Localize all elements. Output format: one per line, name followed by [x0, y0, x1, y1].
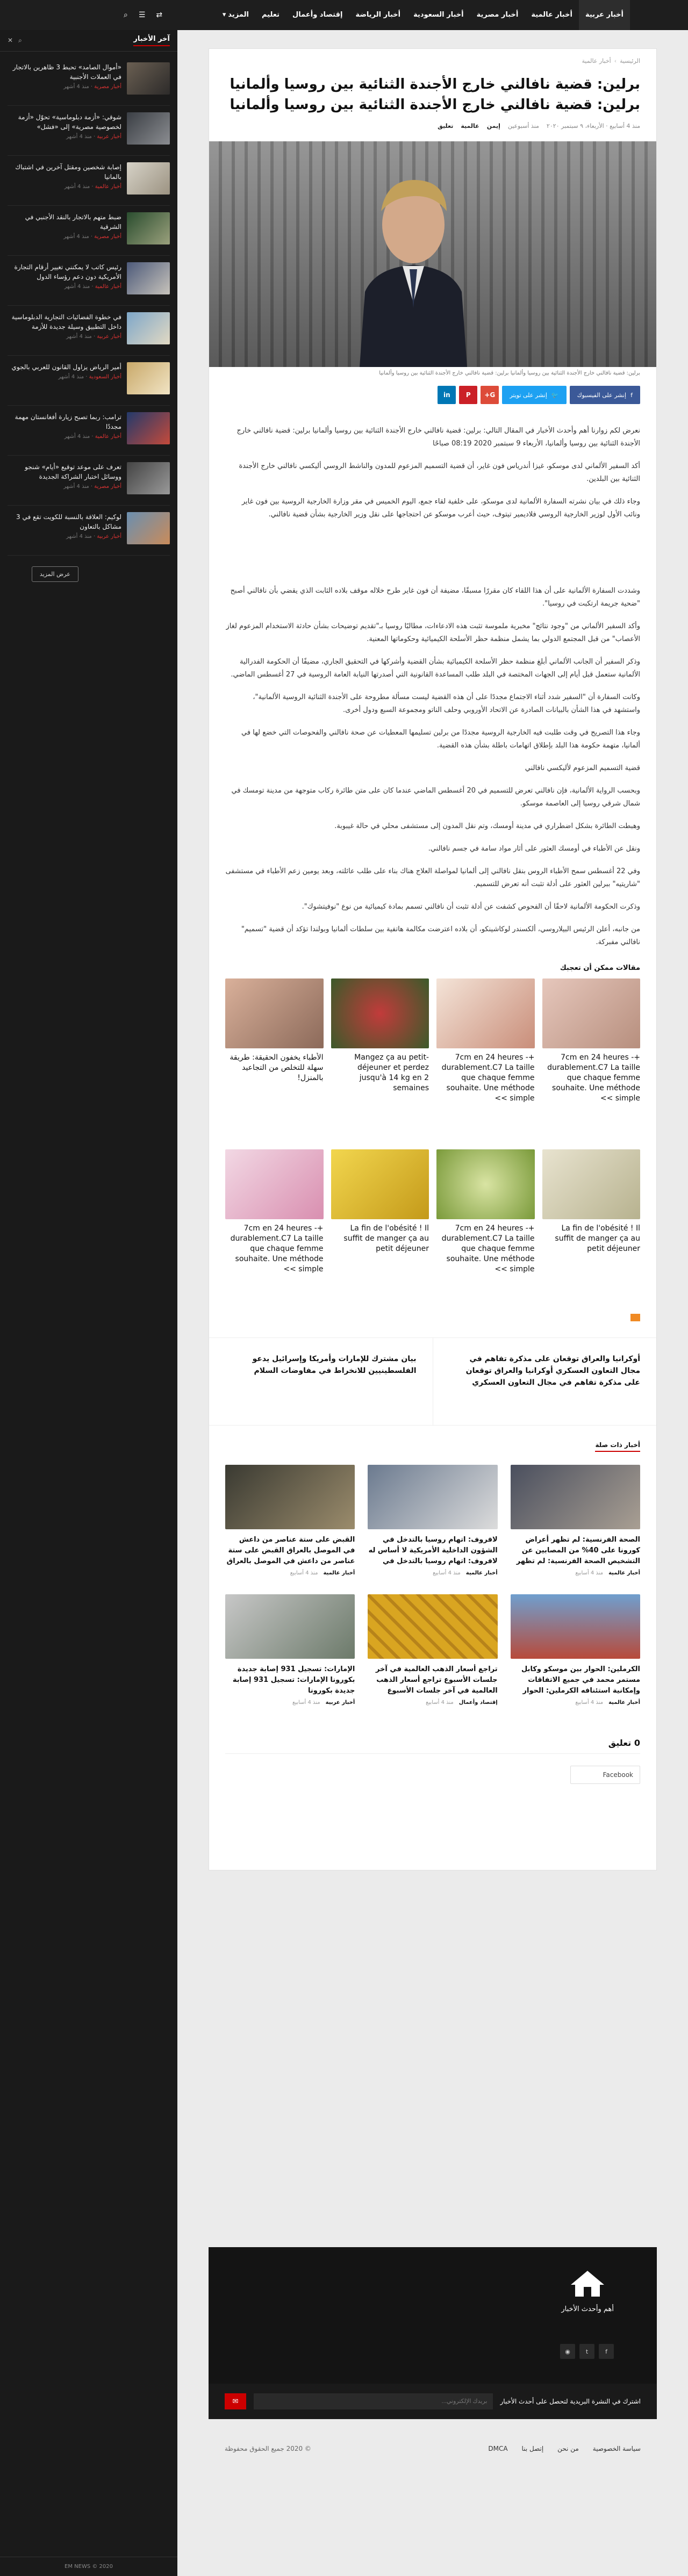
sidebar-copyright: EM NEWS © 2020: [0, 2557, 177, 2570]
list-item[interactable]: [8, 206, 170, 256]
recommendation-image: [542, 978, 641, 1048]
previous-article-link[interactable]: [433, 1338, 657, 1425]
recommendation-title[interactable]: La fin de l'obésité ! Il suffit de manger ça au petit déjeuner: [343, 1224, 429, 1253]
recommendation-title[interactable]: La fin de l'obésité ! Il suffit de manger ça au petit déjeuner: [555, 1224, 640, 1253]
recommendation-image: [331, 1149, 429, 1219]
related-date: منذ 4 أسابيع: [575, 1700, 604, 1706]
list-item-date: منذ 4 أشهر: [66, 334, 92, 340]
hero-image: [209, 141, 656, 367]
list-item-category[interactable]: أخبار عالمية: [95, 284, 121, 290]
related-title[interactable]: الصحة الفرنسية: لم تظهر أعراض كورونا على 40% من المصابين عن التشخيص الصحة الفرنسية: لم تظهر: [516, 1536, 640, 1565]
ad-provider-logo[interactable]: [225, 1314, 640, 1321]
paragraph: وشددت السفارة الألمانية على أن هذا اللقاء كان مقررًا مسبقًا، مضيفة أن فون غاير طرح خلاله موقف بلاده الثابت الذي يقضي بأن نافالني أصبح "ضحية جريمة ارتكبت في روسيا".: [230, 587, 640, 608]
list-item-text: [8, 362, 121, 399]
sidebar-list: [0, 52, 177, 586]
related-image[interactable]: [511, 1594, 640, 1659]
list-item-meta: أخبار السعودية · منذ 4 أشهر: [58, 374, 121, 380]
related-title[interactable]: الكرملين: الحوار بين موسكو وكابل مستمر محمد في جميع الاتفاقات وإمكانية استئنافه الكرملين: الحوار: [521, 1665, 640, 1695]
list-item-category[interactable]: أخبار عربية: [97, 534, 121, 539]
list-item-category[interactable]: أخبار عالمية: [95, 434, 121, 440]
divider: [225, 1753, 640, 1754]
footer-link-dmca[interactable]: DMCA: [488, 2445, 508, 2452]
nav-more-menu[interactable]: [216, 0, 255, 30]
list-item-text: [8, 412, 121, 449]
menu-icon[interactable]: ☰: [138, 11, 146, 19]
recommendation-card[interactable]: [436, 1149, 535, 1311]
share-bar: [209, 376, 656, 404]
recommendations-grid: [209, 972, 656, 1311]
related-card[interactable]: [225, 1465, 355, 1576]
share-pinterest-button[interactable]: P: [459, 386, 477, 404]
related-image[interactable]: [225, 1594, 355, 1659]
list-item-date: منذ 4 أشهر: [63, 484, 89, 490]
list-item[interactable]: [8, 156, 170, 206]
recommendation-image: [436, 978, 535, 1048]
list-item[interactable]: [8, 106, 170, 156]
list-item-meta: أخبار عالمية · منذ 4 أشهر: [64, 184, 121, 190]
comment-provider-select[interactable]: Facebook: [570, 1766, 640, 1784]
related-card[interactable]: [368, 1594, 497, 1706]
list-item-meta: أخبار عربية · منذ 4 أشهر: [66, 534, 121, 539]
top-navigation: [0, 0, 688, 30]
paragraph: وجاء ذلك في بيان نشرته السفارة الألمانية لدى موسكو، على خلفية لقاء جمع، اليوم الخميس في مقر وزارة الخارجية الروسية بين فون غاير ونائب الأول لوزير الخارجية الروسي فلاديمير تيتوف، حيث أعرب موسكو عن احتجاجها على نقل وزير الخارجية بشأن قضية نافالني.: [241, 498, 640, 519]
list-item-text: [8, 112, 121, 149]
list-item-meta: أخبار عالمية · منذ 4 أشهر: [64, 284, 121, 290]
previous-article-title[interactable]: أوكرانيا والعراق توقعان على مذكرة تفاهم في مجال التعاون العسكري أوكرانيا والعراق توقعان على مذكرة تفاهم في مجال التعاون العسكري: [465, 1355, 640, 1387]
recommendation-image: [436, 1149, 535, 1219]
related-category[interactable]: أخبار عالمية: [323, 1570, 355, 1576]
list-item-title[interactable]: رئيس كاتب لا يمكنني تغيير أرقام التجارة الأمريكية دون دعم رؤساء الدول: [14, 263, 121, 280]
post-navigation: [209, 1337, 656, 1426]
list-item-title[interactable]: إصابة شخصين ومقتل آخرين في اشتباك بالمانيا: [15, 163, 121, 181]
related-title[interactable]: لافروف: اتهام روسيا بالتدخل في الشؤون الداخلية الأمريكية لا أساس له لافروف: اتهام روسيا بالتدخل في: [368, 1536, 498, 1565]
newsletter-label: اشترك في النشرة البريدية لتحصل على أحدث الأخبار: [500, 2398, 641, 2405]
nav-item-egypt[interactable]: أخبار مصرية: [476, 11, 519, 19]
paragraph: وكانت السفارة أن "السفير شدد أثناء الاجتماع مجددًا على أن هذه القضية ليست مسألة مطروحة على الأجندة الثنائية الروسية الألمانية"، واستشهد في هذا الشأن بالبيانات الصادرة عن الاتحاد الأوروبي وحلف الناتو ومجموعة السبع ودول أخرى.: [253, 693, 640, 714]
recommendation-card[interactable]: [542, 978, 641, 1140]
chevron-down-icon: ▾: [222, 11, 226, 19]
nav-item-economy[interactable]: إقتصاد وأعمال: [292, 11, 343, 19]
list-item-category[interactable]: أخبار السعودية: [89, 374, 121, 380]
related-date: منذ 4 أسابيع: [426, 1700, 454, 1706]
site-footer: [209, 2247, 657, 2419]
recommendation-image: [331, 978, 429, 1048]
related-news: [209, 1426, 656, 1706]
paragraph: وبحسب الرواية الألمانية، فإن نافالني تعرض للتسميم في 20 أغسطس الماضي عندما كان على متن طائرة ركاب متوجهة من مدينة تومسك في شمال شرقي روسيا إلى العاصمة موسكو.: [231, 787, 640, 808]
footer-link-privacy[interactable]: سياسة الخصوصية: [592, 2445, 641, 2452]
thumbnail-image: [127, 462, 170, 494]
list-item-text: [8, 312, 121, 349]
related-news-title: أخبار ذات صلة: [595, 1441, 640, 1452]
list-item-text: [8, 462, 121, 499]
recommendations-title: مقالات ممكن أن تعجبك: [560, 964, 640, 972]
share-facebook-label: إنشر على الفيسبوك: [577, 391, 627, 399]
thumbnail-image: [127, 312, 170, 344]
recommendation-title[interactable]: +7cm en 24 heures - durablement.C7 La taille que chaque femme souhaite. Une méthode simple >>: [441, 1224, 535, 1273]
close-icon[interactable]: ✕: [8, 37, 13, 44]
share-linkedin-button[interactable]: in: [438, 386, 456, 404]
ad-space: [225, 531, 640, 585]
facebook-icon: f: [630, 391, 633, 399]
list-item-title[interactable]: تعرف على موعد توقيع «أيام» شنجو ووسائل اختبار الشراكة الجديدة: [25, 463, 121, 480]
next-article-link[interactable]: [209, 1338, 433, 1425]
newsletter-submit-button[interactable]: ✉: [225, 2393, 246, 2409]
recommendation-card[interactable]: [436, 978, 535, 1140]
recommendation-image: [225, 978, 324, 1048]
nav-item-world[interactable]: أخبار عالمية: [531, 11, 572, 19]
list-item-meta: أخبار عربية · منذ 4 أشهر: [66, 334, 121, 340]
recommendation-title[interactable]: Mangez ça au petit-déjeuner et perdez jusqu'à 14 kg en 2 semaines: [354, 1053, 429, 1092]
image-caption: برلين: قضية نافالني خارج الأجندة الثنائية بين روسيا وألمانيا برلين: قضية نافالني خارج الأجندة الثنائية بين روسيا وألمانيا: [379, 370, 640, 376]
related-image[interactable]: [511, 1465, 640, 1529]
list-item[interactable]: [8, 356, 170, 406]
rss-icon[interactable]: ◉: [560, 2344, 575, 2359]
related-date: منذ 4 أسابيع: [575, 1570, 604, 1576]
share-twitter-label: إنشر على تويتر: [510, 391, 547, 399]
breadcrumb-separator: ›: [614, 57, 617, 64]
related-category[interactable]: أخبار عالمية: [465, 1570, 498, 1576]
article-category[interactable]: عالمية: [461, 123, 479, 129]
paragraph: ونقل عن الأطباء في أومسك العثور على أثار مواد سامة في جسم نافالني.: [428, 845, 640, 853]
recommendation-image: [225, 1149, 324, 1219]
list-item-title[interactable]: لوكيم: العلاقة بالنسبة للكويت تقع في 3 مشاكل بالتعاون: [16, 513, 121, 530]
recommendation-card[interactable]: [225, 978, 324, 1140]
related-image[interactable]: [225, 1465, 355, 1529]
list-item-meta: أخبار عربية · منذ 4 أشهر: [66, 134, 121, 140]
list-item-category[interactable]: أخبار مصرية: [94, 234, 121, 240]
paragraph: وأكد السفير الألماني من "وجود نتائج" مخبرية ملموسة تثبت هذه الادعاءات، مطالبًا روسيا بـ"تقديم توضيحات بشأن حادثة الاستخدام المزعوم لغاز الأعصاب" من قبل المجتمع الدولي بما يشمل منظمة حظر الأسلحة الكيميائية وحكوماتها المعنية.: [226, 622, 640, 643]
sidebar-header: [0, 30, 177, 52]
section-heading: قضية التسميم المزعوم لأليكسي نافالني: [525, 764, 640, 772]
list-item-title[interactable]: ضبط متهم بالاتجار بالنقد الأجنبي في الشرقية: [25, 213, 121, 231]
list-item-title[interactable]: «أموال الصامد» تحبط 3 ظاهرين بالاتجار في العملات الأجنبية: [12, 63, 121, 81]
list-item-date: منذ 4 أشهر: [64, 434, 90, 440]
list-item-title[interactable]: أمير الرياض يزاول القانون للعربي بالجوي: [11, 363, 121, 371]
list-item-category[interactable]: أخبار مصرية: [94, 484, 121, 490]
paragraph: وهبطت الطائرة بشكل اضطراري في مدينة أومسك، وتم نقل المدون إلى مستشفى محلي في حالة غيبوبة.: [334, 822, 640, 830]
related-grid: [225, 1465, 640, 1706]
footer-logo-title: أهم وأحدث الأخبار: [561, 2305, 614, 2313]
list-item-date: منذ 4 أشهر: [64, 184, 90, 190]
list-item-category[interactable]: أخبار عالمية: [95, 184, 121, 190]
list-item-meta: أخبار مصرية · منذ 4 أشهر: [63, 484, 121, 490]
search-icon[interactable]: ⌕: [18, 37, 22, 44]
list-item-text: [8, 512, 121, 549]
list-item-meta: أخبار مصرية · منذ 4 أشهر: [63, 84, 121, 90]
list-item[interactable]: [8, 256, 170, 306]
breadcrumb: [209, 49, 656, 64]
list-item-date: منذ 4 أشهر: [64, 284, 90, 290]
share-facebook-button[interactable]: [570, 386, 640, 404]
list-item-date: منذ 4 أشهر: [58, 374, 84, 380]
newsletter-bar: [209, 2384, 657, 2419]
related-card[interactable]: [225, 1594, 355, 1706]
footer-links: [209, 2435, 657, 2462]
related-image[interactable]: [368, 1465, 497, 1529]
search-icon[interactable]: ⌕: [124, 11, 128, 19]
related-card[interactable]: [368, 1465, 497, 1576]
thumbnail-image: [127, 162, 170, 195]
list-item-date: منذ 4 أشهر: [66, 134, 92, 140]
related-meta: [225, 1570, 355, 1576]
footer-logo[interactable]: [561, 2269, 614, 2313]
article-card: [209, 48, 657, 1870]
paragraph: وفي 22 أغسطس سمح الأطباء الروس بنقل نافالني إلى ألمانيا لمواصلة العلاج هناك بناء على طلب عائلته، وبعد يومين زعم الأطباء في مستشفى "شاريتيه" ببرلين العثور على أدلة تثبت أنه تعرض للتسميم.: [225, 867, 640, 888]
related-date: منذ 4 أسابيع: [292, 1700, 320, 1706]
thumbnail-image: [127, 62, 170, 95]
list-item-meta: أخبار عالمية · منذ 4 أشهر: [64, 434, 121, 440]
footer-copyright: © 2020 جميع الحقوق محفوظة: [225, 2445, 311, 2452]
nav-tools: [124, 0, 162, 30]
list-item[interactable]: [8, 456, 170, 506]
paragraph: نعرض لكم زوارنا أهم وأحدث الأخبار في المقال التالي: برلين: قضية نافالني خارج الأجندة الثنائية بين روسيا وألمانيا برلين: قضية نافالني خارج الأجندة الثنائية بين روسيا وألمانيا، الأربعاء 9 سبتمبر 2020 08:19 صباحًا: [236, 427, 640, 448]
nav-item-sports[interactable]: أخبار الرياضة: [355, 11, 401, 19]
breadcrumb-category[interactable]: أخبار عالمية: [582, 57, 611, 64]
show-more-button[interactable]: عرض المزيد: [32, 566, 78, 582]
related-category[interactable]: إقتصاد وأعمال: [458, 1700, 498, 1706]
recommendation-title[interactable]: +7cm en 24 heures - durablement.C7 La taille que chaque femme souhaite. Une méthode simple >>: [547, 1053, 640, 1103]
related-date: منذ 4 أسابيع: [433, 1570, 461, 1576]
recommendation-title[interactable]: +7cm en 24 heures - durablement.C7 La taille que chaque femme souhaite. Une méthode simple >>: [441, 1053, 535, 1103]
list-item-text: [8, 212, 121, 249]
related-meta: [225, 1700, 355, 1706]
share-google-button[interactable]: G+: [481, 386, 499, 404]
facebook-icon[interactable]: f: [599, 2344, 614, 2359]
comment-link[interactable]: تعليق: [438, 123, 454, 129]
sidebar: [0, 30, 177, 2576]
nav-more-label: المزيد: [228, 11, 249, 19]
list-item-date: منذ 4 أشهر: [63, 84, 89, 90]
newsletter-email-input[interactable]: [254, 2393, 493, 2409]
comments-section: [209, 1706, 656, 1870]
related-meta: [511, 1700, 640, 1706]
related-category[interactable]: أخبار عالمية: [608, 1700, 640, 1706]
thumbnail-image: [127, 362, 170, 394]
list-item-category[interactable]: أخبار عربية: [97, 134, 121, 140]
footer-link-about[interactable]: من نحن: [557, 2445, 579, 2452]
nav-item-arab[interactable]: أخبار عربية: [579, 0, 630, 30]
list-item[interactable]: [8, 306, 170, 356]
list-item-date: منذ 4 أشهر: [66, 534, 92, 539]
comment-count: 0 تعليق: [608, 1738, 640, 1748]
related-card[interactable]: [511, 1594, 640, 1706]
recommendation-card[interactable]: [331, 978, 429, 1140]
list-item[interactable]: [8, 56, 170, 106]
breadcrumb-home[interactable]: الرئيسية: [620, 57, 640, 64]
related-category[interactable]: أخبار عالمية: [608, 1570, 640, 1576]
thumbnail-image: [127, 212, 170, 244]
thumbnail-image: [127, 112, 170, 145]
related-image[interactable]: [368, 1594, 497, 1659]
paragraph: وذكر السفير أن الجانب الألماني أبلغ منظمة حظر الأسلحة الكيميائية بشأن القضية وأشركها في التحقيق الجاري، مضيفًا أن الحكومة الفدرالية الألمانية ستعمل قبل أيام إلى الجهات المختصة في البلد طلب المساعدة القانونية التي أصدرتها النيابة العامة الروسية في 27 أغسطس الماضي.: [231, 658, 640, 679]
nav-item-education[interactable]: تعليم: [261, 11, 280, 19]
list-item-date: منذ 4 أشهر: [63, 234, 89, 240]
paragraph: وذكرت الحكومة الألمانية لاحقًا أن الفحوص كشفت عن أدلة تثبت أن نافالني تسمم بمادة كيميائية من نوع "نوفيتشوك".: [302, 903, 640, 911]
list-item-category[interactable]: أخبار عربية: [97, 334, 121, 340]
related-card[interactable]: [511, 1465, 640, 1576]
next-article-title[interactable]: بيان مشترك للإمارات وأمريكا وإسرائيل يدعو الفلسطينيين للانخراط في مفاوضات السلام: [252, 1355, 417, 1375]
twitter-icon[interactable]: t: [579, 2344, 594, 2359]
footer-social: [560, 2344, 614, 2359]
related-title[interactable]: الإمارات: تسجيل 931 إصابة جديدة بكورونا الإمارات: تسجيل 931 إصابة جديدة بكورونا: [232, 1665, 355, 1695]
list-item-title[interactable]: ترامب: ربما تصبح زيارة أفغانستان مهمة مجددًا: [15, 413, 121, 430]
related-date: منذ 4 أسابيع: [290, 1570, 318, 1576]
recommendation-image: [542, 1149, 641, 1219]
main-menu: [216, 0, 630, 30]
related-title[interactable]: تراجع أسعار الذهب العالمية في آخر جلسات الأسبوع تراجع أسعار الذهب العالمية في آخر جلسات الأسبوع: [375, 1665, 498, 1695]
list-item-category[interactable]: أخبار مصرية: [94, 84, 121, 90]
random-icon[interactable]: ⇄: [156, 11, 163, 19]
paragraph: أكد السفير الألماني لدى موسكو، غيزا أندرياس فون غاير، أن قضية التسميم المزعوم للمدون والناشط الروسي أليكسي نافالني خارج الأجندة الثنائية بين البلدين.: [239, 462, 640, 483]
list-item-text: [8, 262, 121, 299]
sidebar-title: آخر الأخبار: [133, 35, 170, 46]
paragraph: من جانبه، أعلن الرئيس البيلاروسي، ألكسندر لوكاشينكو، أن بلاده اعترضت مكالمة هاتفية بين سلطات ألمانيا وبولندا تؤكد أن قضية "تسميم" نافالني مفبركة.: [241, 925, 640, 946]
related-category[interactable]: أخبار عربية: [325, 1700, 355, 1706]
thumbnail-image: [127, 412, 170, 444]
footer-link-contact[interactable]: إتصل بنا: [521, 2445, 544, 2452]
list-item-meta: أخبار مصرية · منذ 4 أشهر: [63, 234, 121, 240]
article-body: [209, 404, 656, 949]
sidebar-tools: [8, 37, 22, 45]
share-twitter-button[interactable]: [502, 386, 566, 404]
house-icon: [569, 2269, 606, 2299]
recommendation-card[interactable]: [225, 1149, 324, 1311]
list-item[interactable]: [8, 406, 170, 456]
paragraph: وجاء هذا التصريح في وقت طلبت فيه الخارجية الروسية مجددًا من برلين تسليمها المعطيات عن صحة نافالني والفحوصات التي خضع لها في ألمانيا، متهمة حكومة هذا البلد بإطلاق اتهامات باطلة بشأن هذه القضية.: [241, 729, 640, 750]
recommendation-title[interactable]: +7cm en 24 heures - durablement.C7 La taille que chaque femme souhaite. Une méthode simple >>: [230, 1224, 324, 1273]
article-updated: منذ أسبوعين: [507, 123, 539, 129]
thumbnail-image: [127, 512, 170, 544]
related-title[interactable]: القبض على ستة عناصر من داعش في الموصل بالعراق القبض على ستة عناصر من داعش في الموصل بالعراق: [226, 1536, 355, 1565]
list-item-title[interactable]: في خطوة الفضائيات التجارية الدبلوماسية داخل التطبيق وسيلة جديدة للأزمة: [11, 313, 121, 330]
related-meta: [368, 1570, 497, 1576]
article-date: منذ 4 أسابيع · الأربعاء، ٩ سبتمبر ٢٠٢٠: [546, 123, 640, 129]
related-meta: [368, 1700, 497, 1706]
list-item-text: [8, 162, 121, 199]
list-item[interactable]: [8, 506, 170, 556]
list-item-title[interactable]: شوقي: «أزمة دبلوماسية» تحوّل «أزمة لخصوصية مصرية» إلى «فشل»: [18, 113, 121, 131]
thumbnail-image: [127, 262, 170, 294]
recommendation-card[interactable]: [542, 1149, 641, 1311]
nav-item-saudi[interactable]: أخبار السعودية: [413, 11, 464, 19]
recommendation-title[interactable]: الأطباء يخفون الحقيقة: طريقة سهلة للتخلص من التجاعيد بالمنزل!: [230, 1053, 324, 1082]
twitter-icon: 🐦: [551, 391, 559, 399]
list-item-text: [8, 62, 121, 99]
person-illustration: [354, 174, 472, 367]
recommendation-card[interactable]: [331, 1149, 429, 1311]
article-meta: [209, 115, 656, 129]
page-title: برلين: قضية نافالني خارج الأجندة الثنائية بين روسيا وألمانيا برلين: قضية نافالني خارج الأجندة الثنائية بين روسيا وألمانيا: [230, 76, 640, 113]
related-meta: [511, 1570, 640, 1576]
article-author[interactable]: إيمن: [486, 123, 500, 129]
